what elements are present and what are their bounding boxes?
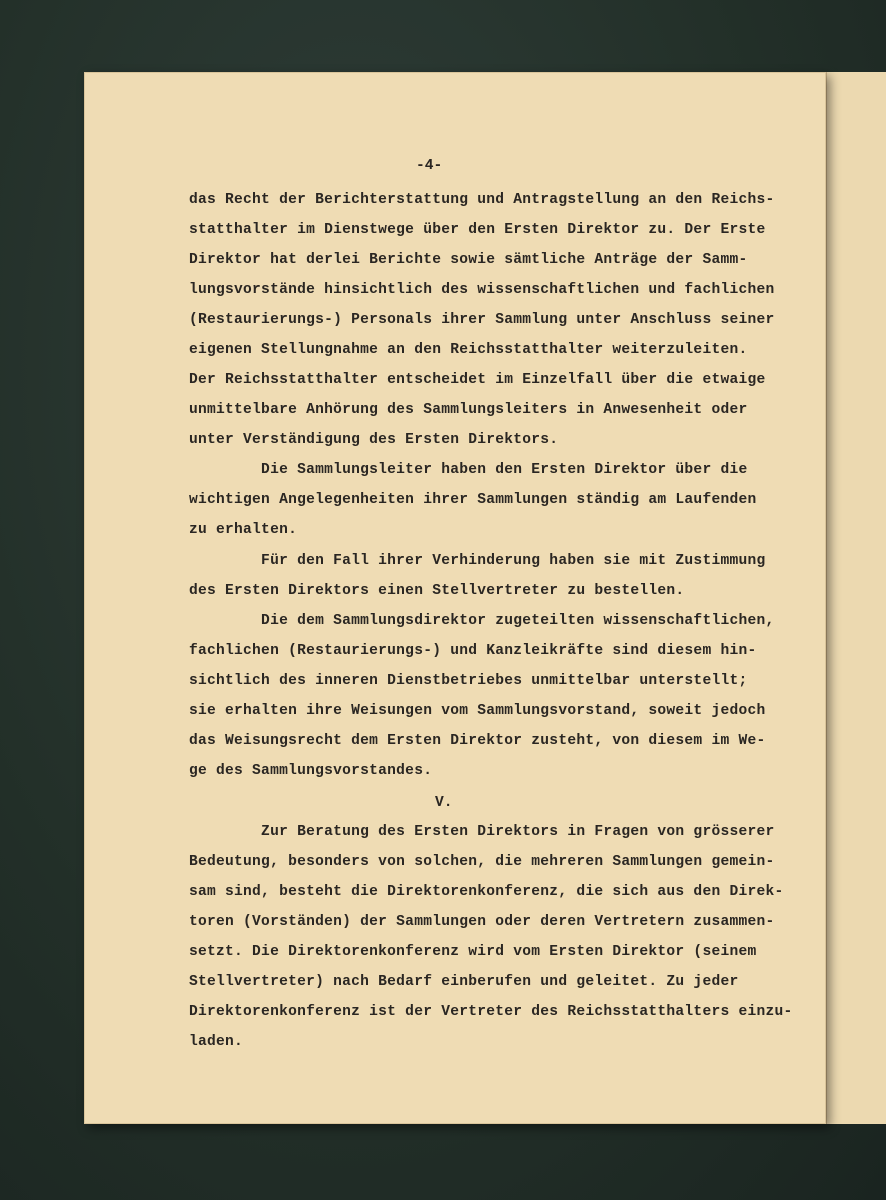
text-line: Die dem Sammlungsdirektor zugeteilten wissenschaftlichen, (189, 613, 775, 629)
text-line: Direktorenkonferenz ist der Vertreter des Reichsstatthalters einzu- (189, 1004, 793, 1020)
text-line: des Ersten Direktors einen Stellvertreter zu bestellen. (189, 583, 685, 599)
text-line: sichtlich des inneren Dienstbetriebes unmittelbar unterstellt; (189, 673, 748, 689)
text-line: lungsvorstände hinsichtlich des wissenschaftlichen und fachlichen (189, 282, 775, 298)
text-line: ge des Sammlungsvorstandes. (189, 763, 433, 779)
text-line: laden. (189, 1034, 244, 1050)
page-number: -4- (416, 158, 443, 174)
text-line: statthalter im Dienstwege über den Ersten Direktor zu. Der Erste (189, 222, 766, 238)
text-line: Direktor hat derlei Berichte sowie sämtliche Anträge der Samm- (189, 252, 748, 268)
text-line: unter Verständigung des Ersten Direktors. (189, 432, 559, 448)
text-line: sie erhalten ihre Weisungen vom Sammlungsvorstand, soweit jedoch (189, 703, 766, 719)
text-line: unmittelbare Anhörung des Sammlungsleiters in Anwesenheit oder (189, 402, 748, 418)
text-line: das Weisungsrecht dem Ersten Direktor zusteht, von diesem im We- (189, 733, 766, 749)
text-line: fachlichen (Restaurierungs-) und Kanzleikräfte sind diesem hin- (189, 643, 757, 659)
text-line: eigenen Stellungnahme an den Reichsstatthalter weiterzuleiten. (189, 342, 748, 358)
text-line: wichtigen Angelegenheiten ihrer Sammlungen ständig am Laufenden (189, 492, 757, 508)
adjacent-page-edge (826, 72, 886, 1124)
text-line: setzt. Die Direktorenkonferenz wird vom Ersten Direktor (seinem (189, 944, 757, 960)
document-page (84, 72, 826, 1124)
text-line: Stellvertreter) nach Bedarf einberufen und geleitet. Zu jeder (189, 974, 739, 990)
text-line: Bedeutung, besonders von solchen, die mehreren Sammlungen gemein- (189, 854, 775, 870)
text-line: Der Reichsstatthalter entscheidet im Einzelfall über die etwaige (189, 372, 766, 388)
text-line: zu erhalten. (189, 522, 298, 538)
text-line: Für den Fall ihrer Verhinderung haben sie mit Zustimmung (189, 553, 766, 569)
section-heading: V. (435, 795, 453, 811)
text-line: Die Sammlungsleiter haben den Ersten Direktor über die (189, 462, 748, 478)
text-line: toren (Vorständen) der Sammlungen oder deren Vertretern zusammen- (189, 914, 775, 930)
text-line: (Restaurierungs-) Personals ihrer Sammlung unter Anschluss seiner (189, 312, 775, 328)
text-line: das Recht der Berichterstattung und Antragstellung an den Reichs- (189, 192, 775, 208)
text-line: Zur Beratung des Ersten Direktors in Fragen von grösserer (189, 824, 775, 840)
text-line: sam sind, besteht die Direktorenkonferenz, die sich aus den Direk- (189, 884, 784, 900)
